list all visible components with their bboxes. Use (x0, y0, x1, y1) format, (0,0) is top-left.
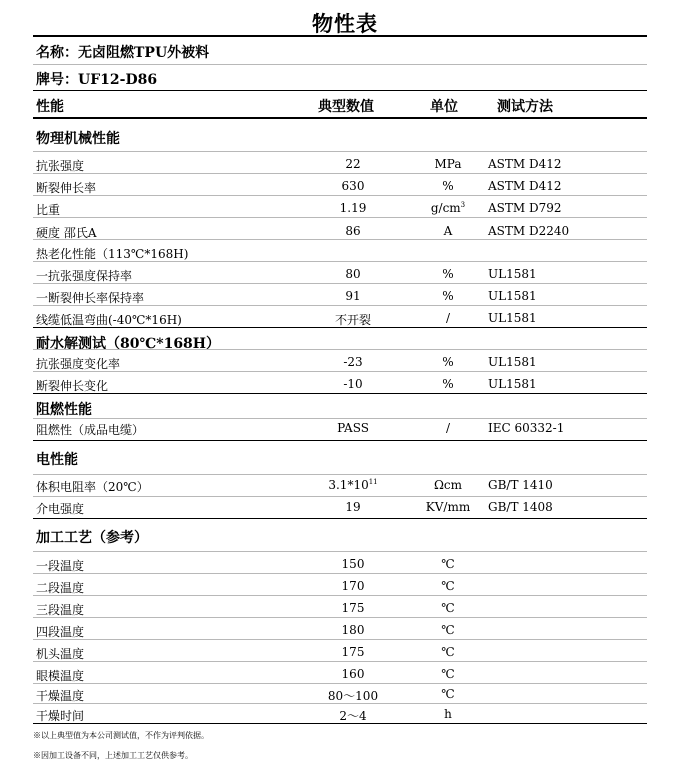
divider (33, 90, 647, 91)
property-name: 机头温度 (36, 647, 85, 661)
row-divider (33, 551, 647, 552)
unit: KV/mm (425, 500, 471, 514)
property-name: 比重 (36, 203, 61, 217)
test-method: UL1581 (488, 377, 537, 391)
row-divider (33, 195, 647, 196)
test-method: ASTM D412 (488, 179, 562, 193)
test-method: IEC 60332-1 (488, 421, 565, 435)
section-water: 耐水解测试（80℃*168H） (36, 336, 221, 352)
unit: ℃ (441, 623, 455, 637)
typical-value-superscript: 11 (368, 478, 378, 486)
typical-value: $3.1*10^{11}$ (328, 478, 378, 492)
property-name: 热老化性能（113℃*168H) (36, 247, 189, 261)
property-name: 断裂伸长率 (36, 181, 97, 195)
property-name: 眼模温度 (36, 669, 85, 683)
property-name: 四段温度 (36, 625, 85, 639)
unit: ℃ (441, 667, 455, 681)
property-name: 一段温度 (36, 559, 85, 573)
unit: ℃ (441, 687, 455, 701)
row-divider (33, 239, 647, 240)
typical-value: 80～100 (327, 689, 379, 703)
unit: Ωcm (433, 478, 463, 492)
test-method: ASTM D2240 (488, 224, 570, 238)
property-name: 一抗张强度保持率 (36, 269, 133, 283)
typical-value: -10 (343, 377, 363, 391)
typical-value: 175 (341, 645, 365, 659)
row-divider (33, 661, 647, 662)
property-name: 抗张强度 (36, 159, 85, 173)
unit: A (443, 224, 453, 238)
typical-value: 22 (345, 157, 361, 171)
section-processing: 加工工艺（参考） (36, 530, 148, 546)
row-divider (33, 474, 647, 475)
unit-superscript: 3 (460, 201, 466, 209)
header-typical-value: 典型数值 (318, 99, 374, 115)
typical-value: 160 (341, 667, 365, 681)
test-method: ASTM D412 (488, 157, 562, 171)
property-name: 干燥时间 (36, 709, 85, 723)
test-method: UL1581 (488, 355, 537, 369)
typical-value: 170 (341, 579, 365, 593)
typical-value: 630 (341, 179, 365, 193)
section-electrical: 电性能 (36, 452, 78, 468)
property-name: 抗张强度变化率 (36, 357, 121, 371)
unit: % (442, 289, 454, 303)
row-divider (33, 393, 647, 394)
typical-value: 175 (341, 601, 365, 615)
footnote: ※因加工设备不同，上述加工工艺仅供参考。 (33, 751, 193, 760)
divider (33, 35, 647, 37)
row-divider (33, 518, 647, 519)
property-name: 三段温度 (36, 603, 85, 617)
unit: % (442, 267, 454, 281)
row-divider (33, 496, 647, 497)
row-divider (33, 573, 647, 574)
test-method: UL1581 (488, 267, 537, 281)
typical-value: 19 (345, 500, 361, 514)
row-divider (33, 151, 647, 152)
property-name: 断裂伸长变化 (36, 379, 109, 393)
test-method: ASTM D792 (488, 201, 562, 215)
row-divider (33, 217, 647, 218)
property-name: 阻燃性（成品电缆） (36, 423, 145, 437)
unit: % (442, 355, 454, 369)
section-flame: 阻燃性能 (36, 402, 92, 418)
unit: ℃ (441, 579, 455, 593)
test-method: GB/T 1410 (488, 478, 553, 492)
unit: % (442, 377, 454, 391)
divider (33, 117, 647, 119)
row-divider (33, 683, 647, 684)
row-divider (33, 349, 647, 350)
unit: / (445, 421, 451, 435)
header-test-method: 测试方法 (497, 99, 553, 115)
header-unit: 单位 (430, 99, 458, 115)
property-name: 干燥温度 (36, 689, 85, 703)
row-divider (33, 418, 647, 419)
unit: $g/cm^3$ (430, 201, 466, 215)
unit: MPa (434, 157, 462, 171)
typical-value: PASS (337, 421, 369, 435)
typical-value: 180 (341, 623, 365, 637)
test-method: UL1581 (488, 289, 537, 303)
property-name: 介电强度 (36, 502, 85, 516)
row-divider (33, 173, 647, 174)
typical-value: 150 (341, 557, 365, 571)
product-grade: 牌号：UF12-D86 (36, 72, 158, 88)
typical-value: 2～4 (339, 709, 367, 723)
typical-value: 91 (345, 289, 361, 303)
page-title: 物性表 (312, 11, 378, 36)
header-property: 性能 (36, 99, 64, 115)
property-name: 线缆低温弯曲(-40℃*16H) (36, 313, 182, 327)
footnote: ※以上典型值为本公司测试值，不作为评判依据。 (33, 731, 209, 740)
product-name: 名称：无卤阻燃TPU外被料 (36, 45, 210, 61)
row-divider (33, 371, 647, 372)
row-divider (33, 440, 647, 441)
typical-value: 1.19 (339, 201, 367, 215)
property-name: 一断裂伸长率保持率 (36, 291, 145, 305)
typical-value: 86 (345, 224, 361, 238)
section-mechanical: 物理机械性能 (36, 131, 120, 147)
property-name: 硬度 邵氏A (36, 226, 97, 240)
unit: ℃ (441, 601, 455, 615)
typical-value: 不开裂 (334, 313, 371, 327)
typical-value: -23 (343, 355, 363, 369)
unit: ℃ (441, 645, 455, 659)
unit: / (445, 311, 451, 325)
unit: ℃ (441, 557, 455, 571)
unit: h (444, 707, 452, 721)
property-name: 体积电阻率（20℃） (36, 480, 149, 494)
test-method: UL1581 (488, 311, 537, 325)
row-divider (33, 595, 647, 596)
test-method: GB/T 1408 (488, 500, 553, 514)
unit: % (442, 179, 454, 193)
typical-value: 80 (345, 267, 361, 281)
divider (33, 64, 647, 65)
row-divider (33, 639, 647, 640)
row-divider (33, 617, 647, 618)
property-name: 二段温度 (36, 581, 85, 595)
